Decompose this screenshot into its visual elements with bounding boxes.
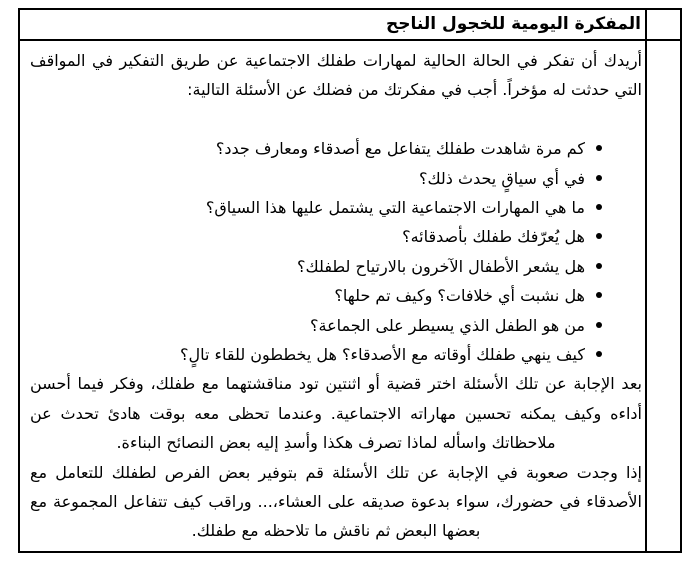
question-text: كيف ينهي طفلك أوقاته مع الأصدقاء؟ هل يخططون للقاء تالٍ؟ <box>180 345 585 365</box>
bullet-icon <box>596 292 602 298</box>
question-item <box>30 193 585 222</box>
bullet-icon <box>596 175 602 181</box>
bullet-icon <box>596 263 602 269</box>
question-item <box>30 222 585 251</box>
question-item <box>30 281 585 310</box>
question-text: هل يُعرّفك طفلك بأصدقائه؟ <box>402 227 585 247</box>
page-title: المفكرة اليومية للخجول الناجح <box>386 14 641 34</box>
document-table <box>18 8 682 553</box>
bullet-icon <box>596 145 602 151</box>
bullet-icon <box>596 351 602 357</box>
bullet-icon <box>596 233 602 239</box>
question-text: ما هي المهارات الاجتماعية التي يشتمل عليها هذا السياق؟ <box>205 198 585 218</box>
question-text: كم مرة شاهدت طفلك يتفاعل مع أصدقاء ومعارف جدد؟ <box>215 139 585 159</box>
title-row <box>20 10 680 41</box>
advice-paragraph: بعد الإجابة عن تلك الأسئلة اختر قضية أو اثنتين تود مناقشتهما مع طفلك، وفكر فيما أحسن أداءه وكيف يمكنه تحسين مهاراته الاجتماعية. وعندما تحظى معه بوقت هادئ تحدث عن ملاحظاتك واسأله لماذا تصرف هكذا وأسدِ إليه بعض النصائح البناءة. <box>30 374 642 453</box>
side-column-cell <box>645 41 680 551</box>
side-column-cell <box>645 10 680 39</box>
question-item <box>30 252 585 281</box>
question-item <box>30 311 585 340</box>
question-item <box>30 164 585 193</box>
questions-list <box>30 134 642 369</box>
intro-paragraph: أريدك أن تفكر في الحالة الحالية لمهارات طفلك الاجتماعية عن طريق التفكير في المواقف التي حدثت له مؤخراً. أجب في مفكرتك من فضلك عن الأسئلة التالية: <box>30 51 642 100</box>
body-row <box>20 41 680 551</box>
question-item <box>30 134 585 163</box>
question-text: في أي سياقٍ يحدث ذلك؟ <box>418 168 585 188</box>
bullet-icon <box>596 322 602 328</box>
bullet-icon <box>596 204 602 210</box>
question-item <box>30 340 585 369</box>
question-text: من هو الطفل الذي يسيطر على الجماعة؟ <box>310 315 585 335</box>
fallback-paragraph: إذا وجدت صعوبة في الإجابة عن تلك الأسئلة قم بتوفير بعض الفرص لطفلك للتعامل مع الأصدقاء في حضورك، سواء بدعوة صديقه على العشاء،... وراقب كيف تتفاعل المجموعة مع بعضها البعض ثم ناقش ما تلاحظه مع طفلك. <box>30 462 642 541</box>
question-text: هل يشعر الأطفال الآخرون بالارتياح لطفلك؟ <box>297 256 585 276</box>
question-text: هل نشبت أي خلافات؟ وكيف تم حلها؟ <box>334 286 585 306</box>
document-body-cell <box>20 41 645 551</box>
